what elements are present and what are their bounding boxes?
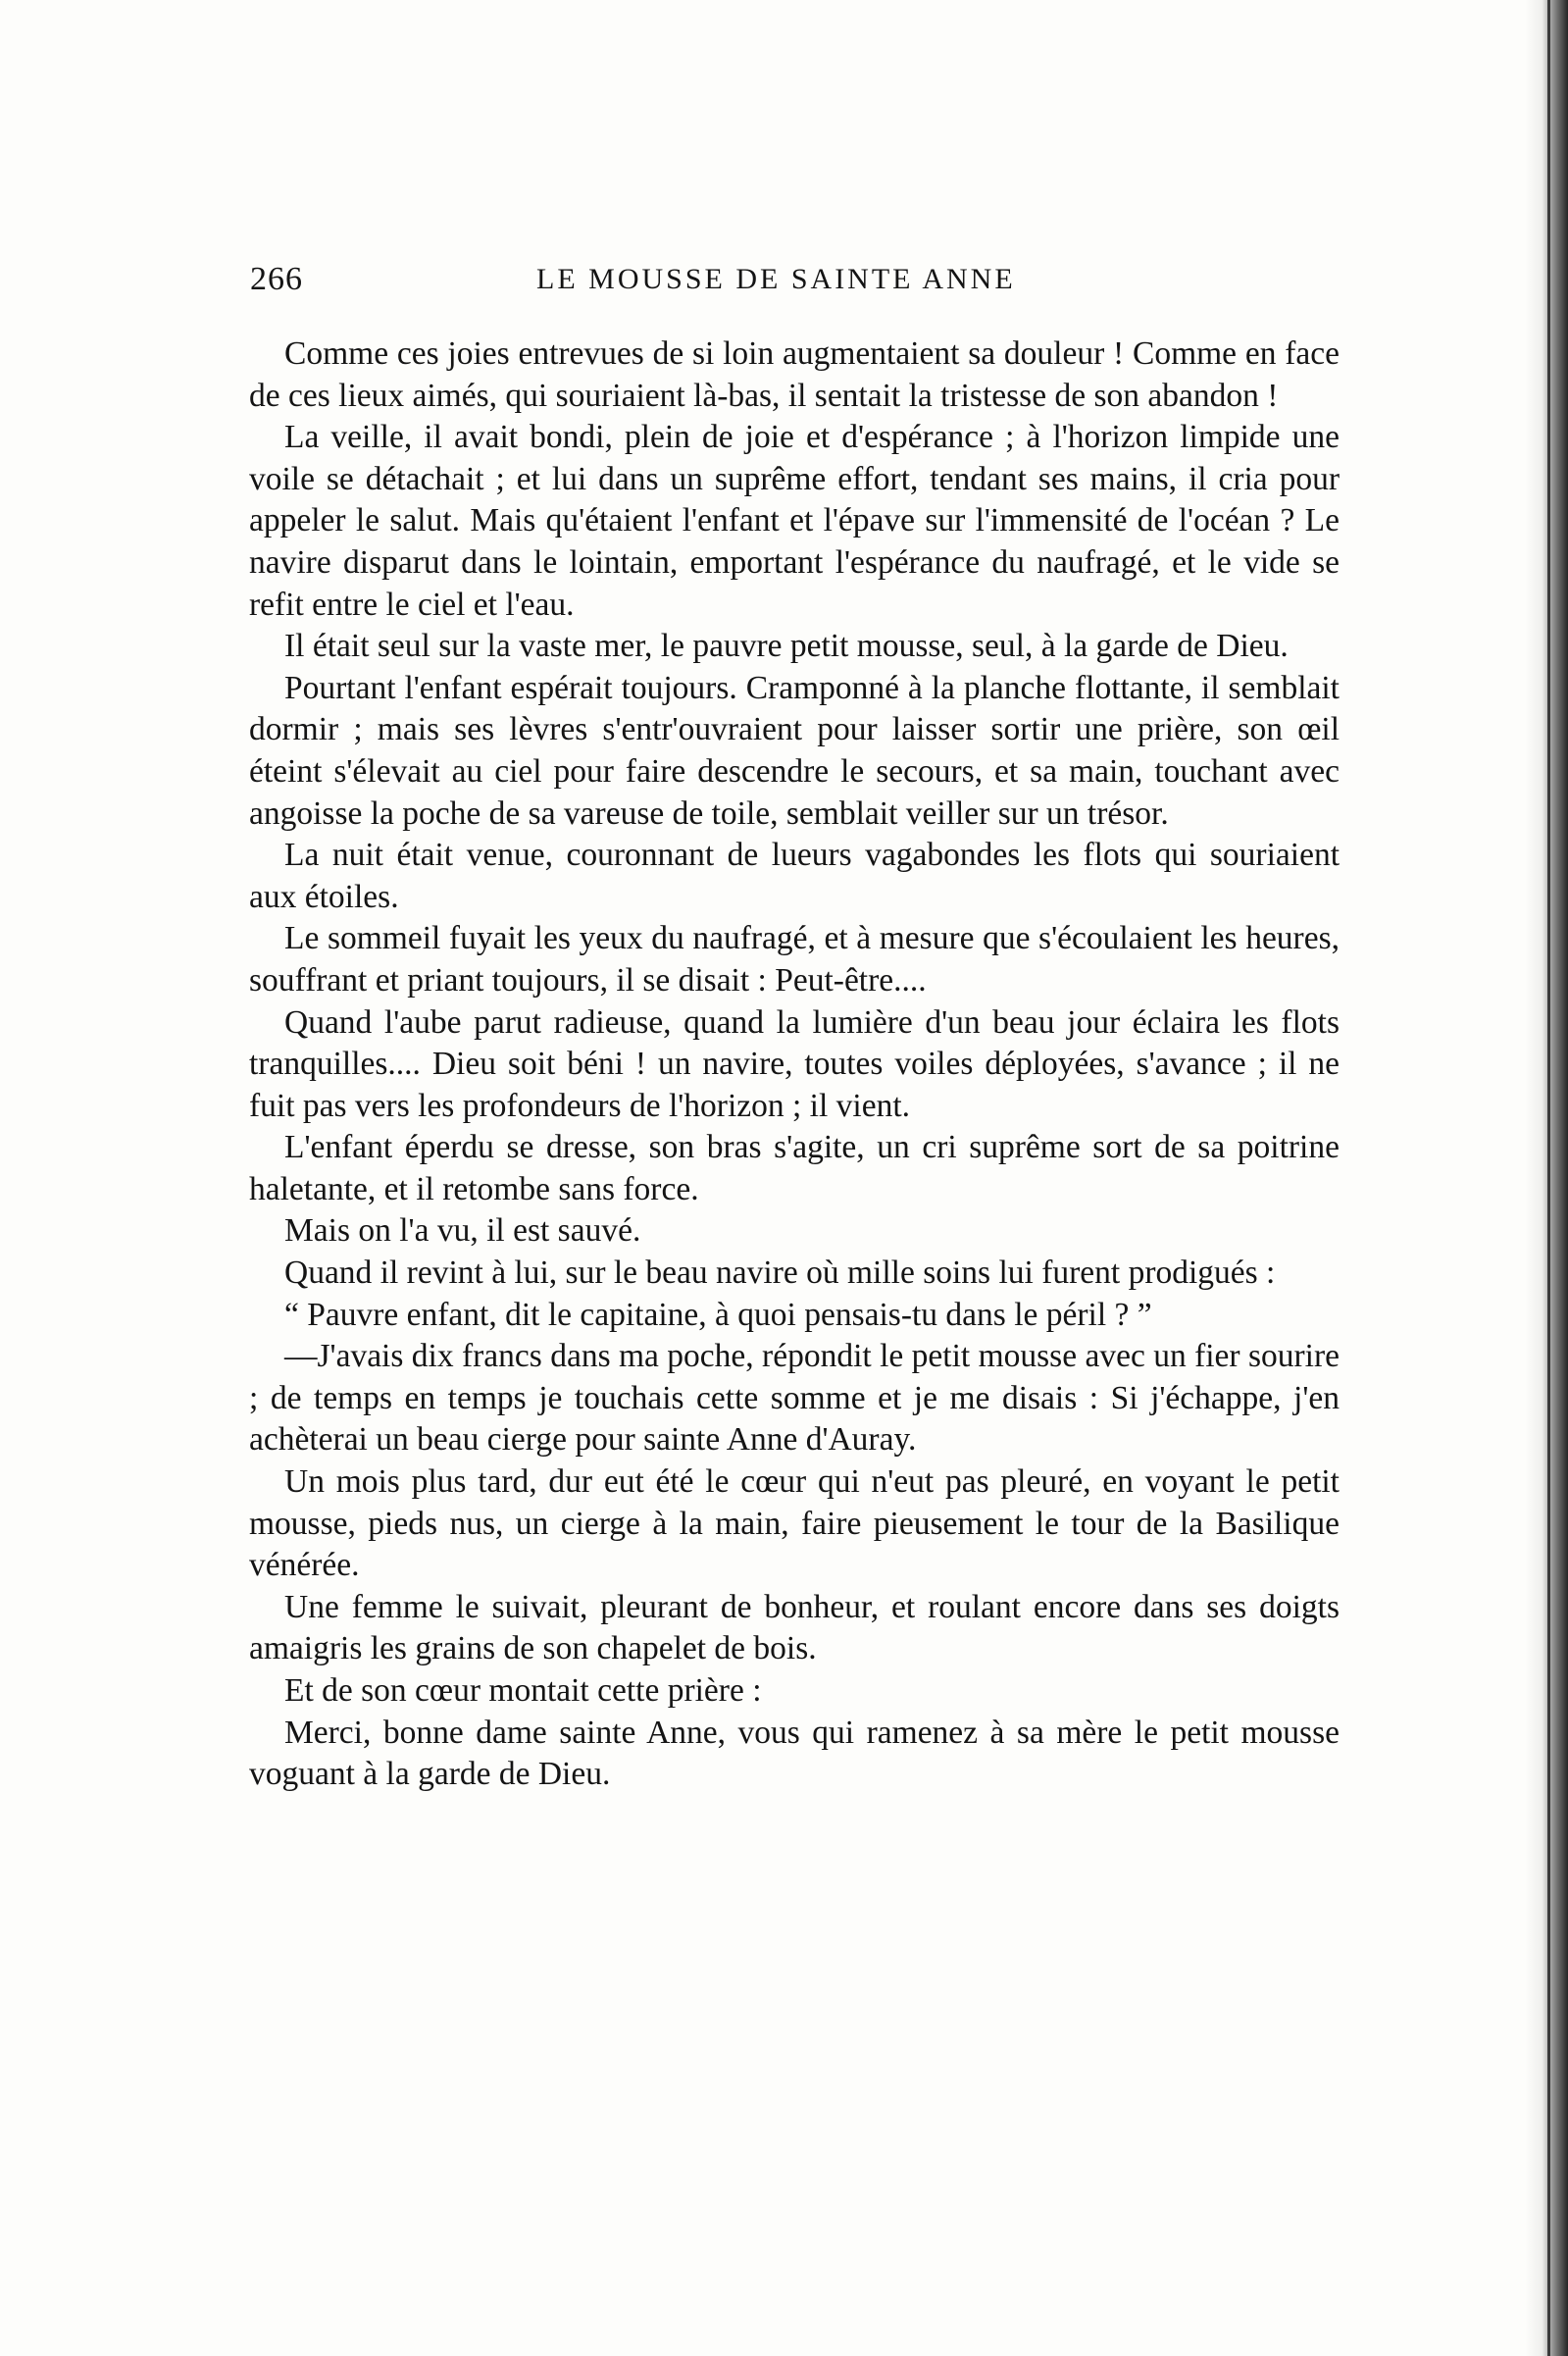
paragraph: —J'avais dix francs dans ma poche, répondit le petit mousse avec un fier sourire ; de temps en temps je touchais cette somme et je me disais : Si j'échappe, j'en achèterai un beau cierge pour sainte Anne d'Auray. [249,1338,1340,1459]
paragraph: La veille, il avait bondi, plein de joie et d'espérance ; à l'horizon limpide une voile se détachait ; et lui dans un suprême effort, tendant ses mains, il cria pour appeler le salut. Mais qu'étaient l'enfant et l'épave sur l'immensité de l'océan ? Le navire disparut dans le lointain, emportant l'espérance du naufragé, et le vide se refit entre le ciel et l'eau. [249,419,1340,623]
paragraph: Un mois plus tard, dur eut été le cœur qui n'eut pas pleuré, en voyant le petit mousse, pieds nus, un cierge à la main, faire pieusement le tour de la Basilique vénérée. [249,1463,1340,1584]
paragraph: Le sommeil fuyait les yeux du naufragé, et à mesure que s'écoulaient les heures, souffrant et priant toujours, il se disait : Peut-être.... [249,920,1340,999]
paragraph: Mais on l'a vu, il est sauvé. [284,1212,641,1250]
paragraph: Pourtant l'enfant espérait toujours. Cramponné à la planche flottante, il semblait dormir ; mais ses lèvres s'entr'ouvraient pour laisser sortir une prière, son œil éteint s'élevait au ciel pour faire descendre le secours, et sa main, touchant avec angoisse la poche de sa vareuse de toile, semblait veiller sur un trésor. [249,669,1340,832]
running-head [250,257,1339,302]
paragraph: Merci, bonne dame sainte Anne, vous qui ramenez à sa mère le petit mousse voguant à la garde de Dieu. [249,1714,1340,1793]
paragraph: Comme ces joies entrevues de si loin augmentaient sa douleur ! Comme en face de ces lieux aimés, qui souriaient là-bas, il sentait la tristesse de son abandon ! [249,335,1340,414]
paragraph: Quand il revint à lui, sur le beau navire où mille soins lui furent prodigués : [284,1255,1276,1292]
paragraph: “ Pauvre enfant, dit le capitaine, à quoi pensais-tu dans le péril ? ” [284,1296,1152,1333]
paragraph: Quand l'aube parut radieuse, quand la lumière d'un beau jour éclaira les flots tranquilles.... Dieu soit béni ! un navire, toutes voiles déployées, s'avance ; il ne fuit pas vers les profondeurs de l'horizon ; il vient. [249,1003,1340,1124]
running-title: LE MOUSSE DE SAINTE ANNE [536,263,1016,295]
body-text [249,333,1340,1796]
paragraph: Et de son cœur montait cette prière : [284,1672,762,1709]
page-number: 266 [250,261,303,297]
page-binding-line [1547,0,1550,2356]
paragraph: Une femme le suivait, pleurant de bonheur, et roulant encore dans ses doigts amaigris les grains de son chapelet de bois. [249,1588,1340,1667]
paragraph: L'enfant éperdu se dresse, son bras s'agite, un cri suprême sort de sa poitrine haletante, et il retombe sans force. [249,1129,1340,1207]
paragraph: La nuit était venue, couronnant de lueurs vagabondes les flots qui souriaient aux étoiles. [249,837,1340,915]
paragraph: Il était seul sur la vaste mer, le pauvre petit mousse, seul, à la garde de Dieu. [284,628,1289,665]
page-binding-edge [1525,0,1568,2356]
